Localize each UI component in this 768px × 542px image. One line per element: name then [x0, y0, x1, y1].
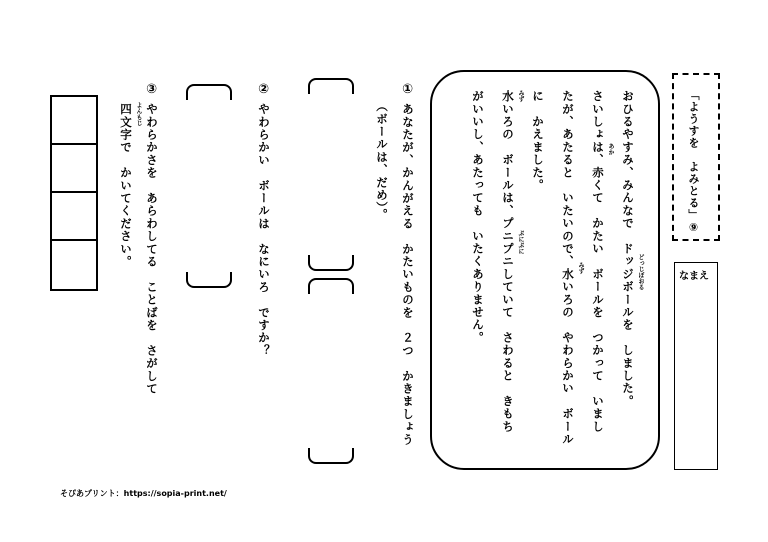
q1-answer-2-bracket-bottom — [308, 448, 354, 464]
q2-answer-bracket-bottom — [186, 272, 232, 288]
story-line-2: さいしょは、赤くて かたい ボールを つかって いまし — [591, 90, 605, 433]
ruby-mizu-2: みず — [517, 90, 524, 102]
answer-cell[interactable] — [52, 193, 96, 241]
answer-cell[interactable] — [52, 241, 96, 289]
name-field[interactable] — [674, 262, 718, 470]
worksheet-title-box — [672, 73, 720, 241]
q1-answer-2-bracket-top — [308, 278, 354, 294]
q3-answer-grid[interactable] — [50, 95, 98, 291]
answer-cell[interactable] — [52, 97, 96, 145]
q2-answer-bracket-top — [186, 84, 232, 100]
story-line-1: おひるやすみ、みんなで ドッジボールを しました。 — [621, 90, 635, 408]
story-line-5: 水いろの ボールは、プニプニしていて さわると きもち — [501, 90, 515, 433]
name-label: なまえ — [679, 271, 709, 282]
ruby-yonmoji: よんもじ — [135, 102, 142, 126]
q2-number: ② — [256, 82, 271, 97]
story-line-6: がいいし、あたっても いたくありません。 — [471, 90, 485, 344]
footer-credit: そぴあプリント：https://sopia-print.net/ — [60, 489, 227, 498]
answer-cell[interactable] — [52, 145, 96, 193]
q3-line-2: 四文字で かいてください。 — [119, 103, 133, 269]
q1-number: ① — [400, 82, 415, 97]
q1-answer-1-bracket-bottom — [308, 255, 354, 271]
story-line-3: たが、あたると いたいので、水いろの やわらかい ボール — [561, 90, 575, 446]
story-line-4: に かえました。 — [531, 90, 545, 192]
q1-text: あなたが、かんがえる かたいものを ２つ かきましょう — [401, 103, 415, 446]
q1-answer-1-bracket-top — [308, 78, 354, 94]
q2-text: やわらかい ボールは なにいろ ですか？ — [257, 103, 271, 357]
q3-line-1: やわらかさを あらわしてる ことばを さがして — [145, 103, 159, 396]
q3-number: ③ — [144, 82, 159, 97]
q1-note: （ボールは、だめ）。 — [375, 100, 389, 222]
ruby-aka: あか — [607, 143, 614, 155]
ruby-dodgeball: どっじぼおる — [637, 254, 644, 290]
ruby-mizu-1: みず — [577, 262, 584, 274]
ruby-punipuni: ぷにぷに — [517, 230, 524, 254]
worksheet-title: 「ようすを よみとる」⑨ — [687, 89, 700, 235]
